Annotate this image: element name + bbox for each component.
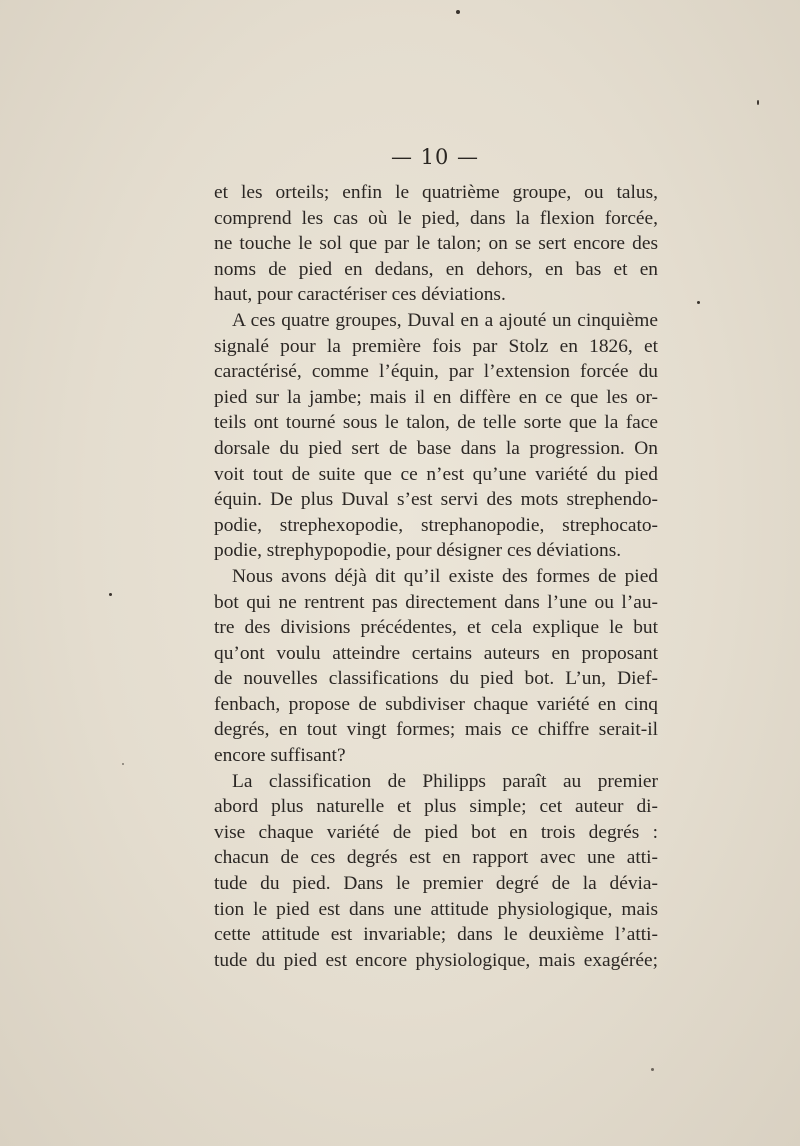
text-line: équin. De plus Duval s’est servi des mots strephendo-	[214, 489, 658, 511]
text-line: tude du pied. Dans le premier degré de la dévia-	[214, 873, 658, 895]
text-line: comprend les cas où le pied, dans la flexion forcée,	[214, 207, 658, 229]
text-line: signalé pour la première fois par Stolz en 1826, et	[214, 335, 658, 357]
text-line: vise chaque variété de pied bot en trois degrés :	[214, 821, 658, 843]
text-line: qu’ont voulu atteindre certains auteurs en proposant	[214, 642, 658, 664]
paper-speck	[757, 100, 759, 105]
text-line: caractérisé, comme l’équin, par l’extension forcée du	[214, 361, 658, 383]
text-line: ne touche le sol que par le talon; on se sert encore des	[214, 233, 658, 255]
text-line: pied sur la jambe; mais il en diffère en ce que les or-	[214, 386, 658, 408]
paper-speck	[651, 1068, 654, 1071]
text-line: degrés, en tout vingt formes; mais ce chiffre serait-il	[214, 719, 658, 741]
text-line: podie, strephypopodie, pour désigner ces déviations.	[214, 540, 622, 562]
paper-speck	[122, 763, 124, 765]
page-number: — 10 —	[390, 145, 480, 169]
text-line: La classification de Philipps paraît au premier	[232, 770, 658, 792]
text-line: fenbach, propose de subdiviser chaque variété en cinq	[214, 693, 658, 715]
text-line: noms de pied en dedans, en dehors, en bas et en	[214, 258, 658, 280]
text-line: tion le pied est dans une attitude physiologique, mais	[214, 898, 658, 920]
text-line: teils ont tourné sous le talon, de telle sorte que la face	[214, 412, 658, 434]
text-line: encore suffisant?	[214, 745, 346, 767]
text-line: Nous avons déjà dit qu’il existe des formes de pied	[232, 565, 658, 587]
paper-speck	[109, 593, 112, 596]
text-line: A ces quatre groupes, Duval en a ajouté un cinquième	[232, 309, 658, 331]
text-line: de nouvelles classifications du pied bot. L’un, Dief-	[214, 668, 658, 690]
text-line: podie, strephexopodie, strephanopodie, strephocato-	[214, 514, 658, 536]
text-line: dorsale du pied sert de base dans la progression. On	[214, 437, 658, 459]
text-line: tre des divisions précédentes, et cela explique le but	[214, 617, 658, 639]
text-line: tude du pied est encore physiologique, mais exagérée;	[214, 949, 658, 971]
paper-speck	[456, 10, 460, 14]
paper-speck	[697, 301, 700, 304]
text-line: et les orteils; enfin le quatrième groupe, ou talus,	[214, 182, 658, 203]
text-line: cette attitude est invariable; dans le deuxième l’atti-	[214, 924, 658, 946]
text-line: bot qui ne rentrent pas directement dans l’une ou l’au-	[214, 591, 658, 613]
body-text	[214, 180, 658, 973]
text-line: haut, pour caractériser ces déviations.	[214, 284, 506, 306]
text-line: voit tout de suite que ce n’est qu’une variété du pied	[214, 463, 658, 485]
text-line: chacun de ces degrés est en rapport avec une atti-	[214, 847, 658, 869]
text-line: abord plus naturelle et plus simple; cet auteur di-	[214, 796, 658, 818]
